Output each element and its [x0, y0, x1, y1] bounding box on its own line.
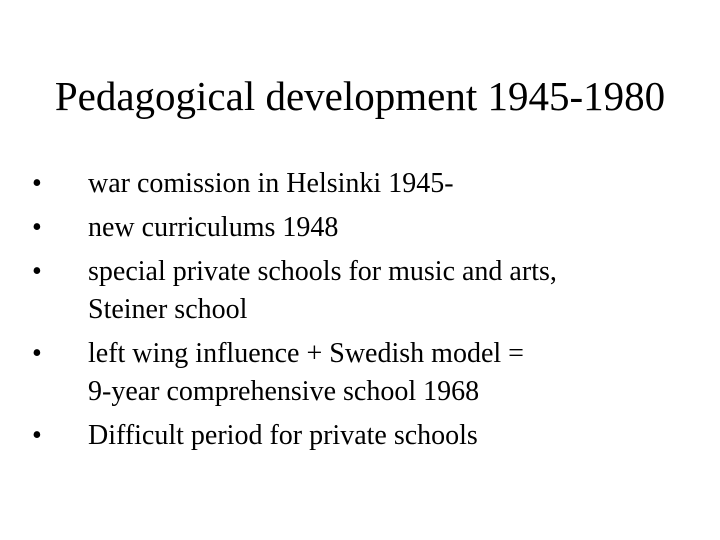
bullet-list — [32, 162, 692, 458]
bullet-item-left-wing-influence — [32, 332, 692, 414]
bullet-item-special-private-schools — [32, 250, 692, 332]
bullet-icon: • — [32, 338, 42, 369]
bullet-item-new-curriculums — [32, 206, 692, 250]
bullet-icon: • — [32, 168, 42, 199]
bullet-text: Difficult period for private schools — [88, 420, 478, 451]
bullet-text: war comission in Helsinki 1945- — [88, 168, 454, 199]
bullet-item-war-comission — [32, 162, 692, 206]
bullet-text: special private schools for music and arts, — [88, 256, 557, 287]
bullet-text: new curriculums 1948 — [88, 212, 339, 243]
bullet-icon: • — [32, 256, 42, 287]
bullet-text-continuation: 9-year comprehensive school 1968 — [88, 376, 480, 407]
bullet-icon: • — [32, 212, 42, 243]
slide-title: Pedagogical development 1945-1980 — [54, 73, 666, 119]
bullet-text: left wing influence + Swedish model = — [88, 338, 524, 369]
bullet-icon: • — [32, 420, 42, 451]
bullet-text-continuation: Steiner school — [88, 294, 248, 325]
bullet-item-difficult-period — [32, 414, 692, 458]
